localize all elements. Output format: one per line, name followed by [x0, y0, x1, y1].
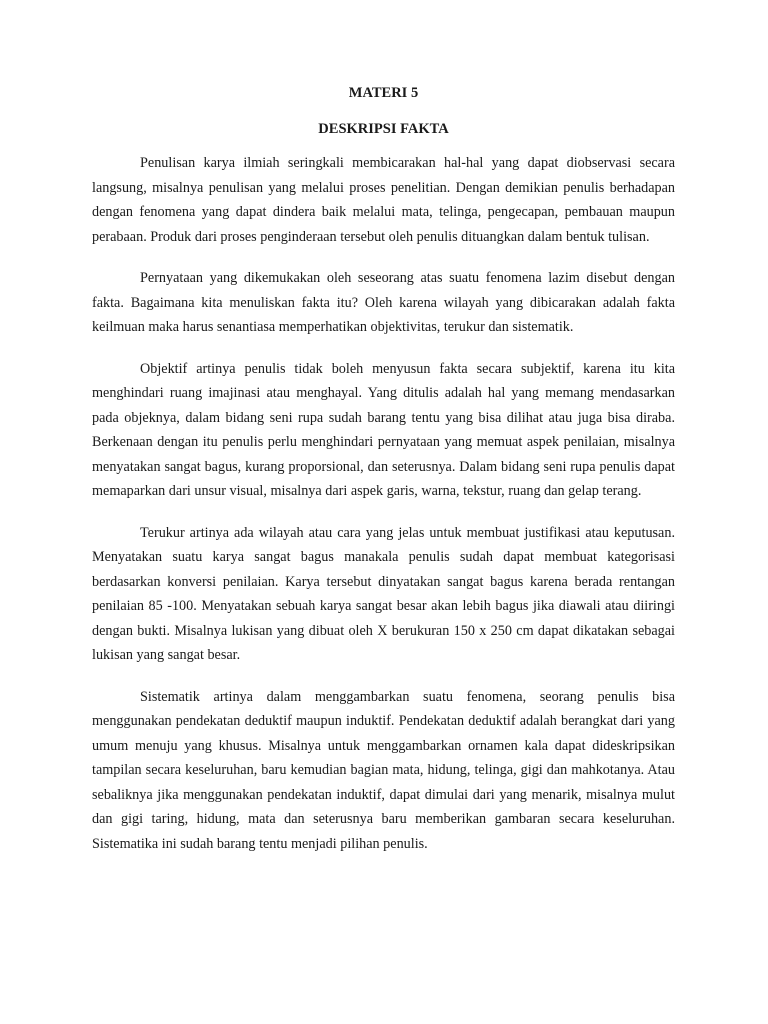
document-subtitle: DESKRIPSI FAKTA: [318, 121, 449, 137]
paragraph-terukur: Terukur artinya ada wilayah atau cara yang jelas untuk membuat justifikasi atau keputusan. Menyatakan suatu karya sangat bagus manakala penulis sudah dapat membuat kategorisasi berdasarkan konversi penilaian. Karya tersebut dinyatakan sangat bagus karena berada rentangan penilaian 85 -100. Menyatakan sebuah karya sangat besar akan lebih bagus jika diawali atau diiringi dengan bukti. Misalnya lukisan yang dibuat oleh X berukuran 150 x 250 cm dapat dikatakan sebagai lukisan yang sangat besar.: [92, 524, 675, 663]
paragraph-sistematik: Sistematik artinya dalam menggambarkan suatu fenomena, seorang penulis bisa menggunakan pendekatan deduktif maupun induktif. Pendekatan deduktif adalah berangkat dari yang umum menuju yang khusus. Misalnya untuk menggambarkan ornamen kala dapat dideskripsikan tampilan secara keseluruhan, baru kemudian bagian mata, hidung, telinga, gigi dan mahkotanya. Atau sebaliknya jika menggunakan pendekatan induktif, dapat dimulai dari yang menarik, misalnya mulut dan gigi taring, hidung, mata dan seterusnya baru memberikan gambaran secara keseluruhan. Sistematika ini sudah barang tentu menjadi pilihan penulis.: [92, 688, 675, 852]
paragraph-intro: Penulisan karya ilmiah seringkali membicarakan hal-hal yang dapat diobservasi secara langsung, misalnya penulisan yang melalui proses penelitian. Dengan demikian penulis berhadapan dengan fenomena yang dapat dindera baik melalui mata, telinga, pengecapan, pembauan maupun perabaan. Produk dari proses penginderaan tersebut oleh penulis dituangkan dalam bentuk tulisan.: [92, 155, 675, 245]
paragraph-objektif: Objektif artinya penulis tidak boleh menyusun fakta secara subjektif, karena itu kita menghindari ruang imajinasi atau menghayal. Yang ditulis adalah hal yang memang mendasarkan pada objeknya, dalam bidang seni rupa sudah barang tentu yang bisa dilihat atau juga bisa diraba. Berkenaan dengan itu penulis perlu menghindari pernyataan yang memuat aspek penilaian, misalnya menyatakan sangat bagus, kurang proporsional, dan seterusnya. Dalam bidang seni rupa penulis dapat memaparkan dari unsur visual, misalnya dari aspek garis, warna, tekstur, ruang dan gelap terang.: [92, 360, 675, 499]
document-page: [92, 84, 675, 856]
document-title: MATERI 5: [348, 85, 419, 101]
paragraph-fakta: Pernyataan yang dikemukakan oleh seseorang atas suatu fenomena lazim disebut dengan fakta. Bagaimana kita menuliskan fakta itu? Oleh karena wilayah yang dibicarakan adalah fakta keilmuan maka harus senantiasa memperhatikan objektivitas, terukur dan sistematik.: [92, 270, 675, 335]
